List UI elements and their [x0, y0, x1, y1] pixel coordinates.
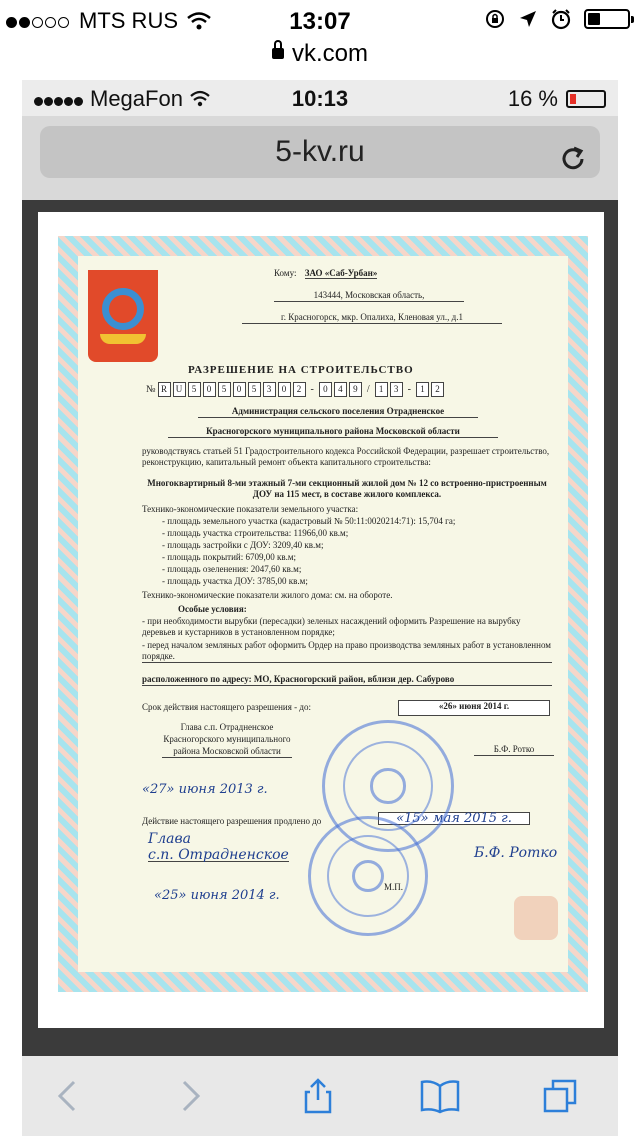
number-char: 9 — [349, 382, 362, 397]
head-name: Б.Ф. Ротко — [474, 744, 554, 756]
inner-battery-icon — [566, 90, 606, 108]
land-item: - площадь покрытий: 6709,00 кв.м; — [162, 552, 297, 562]
inner-battery-percent: 16 % — [507, 86, 558, 111]
orientation-lock-icon — [484, 8, 506, 30]
outer-clock: 13:07 — [289, 8, 351, 35]
extension-date: «25» июня 2014 г. — [154, 888, 280, 903]
tabs-icon — [542, 1078, 578, 1114]
outer-status-icons — [484, 8, 630, 30]
number-char: 3 — [390, 382, 403, 397]
inner-address-bar — [40, 126, 600, 178]
forward-icon — [172, 1078, 208, 1114]
head-title-2: Красногорского муниципального — [163, 734, 291, 744]
certificate-title: РАЗРЕШЕНИЕ НА СТРОИТЕЛЬСТВО — [188, 364, 414, 376]
alarm-clock-icon — [550, 8, 572, 30]
inner-clock: 10:13 — [291, 86, 349, 111]
condition-2: - перед началом земляных работ оформить Ордер на право производства земляных работ в установленном порядке. — [142, 640, 551, 661]
number-separator: - — [407, 384, 412, 395]
land-item: - площадь земельного участка (кадастровый № 50:11:0020214:71): 15,704 га; — [162, 516, 456, 526]
authority-line-2: Красногорского муниципального района Московской области — [168, 426, 498, 438]
number-char: 0 — [278, 382, 291, 397]
special-conditions-header: Особые условия: — [178, 604, 247, 614]
authority-line-1: Администрация сельского поселения Отрадненское — [198, 406, 478, 418]
address-line-1: 143444, Московская область, — [274, 290, 464, 302]
land-item: - площадь участка строительства: 11966,00 кв.м; — [162, 528, 349, 538]
photo-image — [22, 80, 618, 1136]
seal-place-label: М.П. — [384, 882, 404, 892]
inner-url: 5-kv.ru — [275, 135, 365, 168]
share-icon — [300, 1078, 336, 1114]
official-seal-icon — [308, 816, 428, 936]
number-char: 5 — [248, 382, 261, 397]
handwritten-title-2: с.п. Отрадненское — [148, 847, 289, 863]
inner-battery-group — [508, 86, 606, 112]
location-line: расположенного по адресу: МО, Красногорский район, вблизи дер. Сабурово — [142, 674, 552, 686]
back-icon — [50, 1078, 86, 1114]
number-prefix: № — [146, 384, 156, 395]
issue-date: «27» июня 2013 г. — [142, 782, 268, 797]
number-separator: - — [310, 384, 314, 395]
address-line-2: г. Красногорск, мкр. Опалиха, Кленовая ул., д.1 — [242, 312, 502, 324]
number-char: 0 — [319, 382, 332, 397]
handwritten-title-1: Глава — [148, 831, 192, 847]
number-char: 0 — [233, 382, 246, 397]
extended-value: «15» мая 2015 г. — [378, 812, 530, 825]
outer-carrier: MTS RUS — [79, 8, 178, 33]
head-title-3: района Московской области — [162, 746, 292, 758]
number-char: U — [173, 382, 186, 397]
number-char: 2 — [293, 382, 306, 397]
validity-value: «26» июня 2014 г. — [398, 700, 550, 716]
to-label: Кому: — [274, 268, 297, 278]
number-char: 0 — [203, 382, 216, 397]
object-description: Многоквартирный 8-ми этажный 7-ми секционный жилой дом № 12 со встроенно-пристроенным ДОУ на 115 мест, в составе жилого комплекса. — [147, 478, 547, 499]
outer-status-bar — [0, 0, 640, 40]
bookmarks-icon — [418, 1078, 462, 1114]
outer-url: vk.com — [291, 40, 368, 67]
hologram-sticker-icon — [514, 896, 558, 940]
inner-status-bar — [22, 80, 618, 116]
number-char: 5 — [218, 382, 231, 397]
outer-address-bar[interactable] — [0, 40, 640, 78]
land-header: Технико-экономические показатели земельного участка: — [142, 504, 359, 514]
building-permit-certificate — [78, 256, 568, 972]
lock-icon — [272, 48, 284, 59]
number-char: 2 — [431, 382, 444, 397]
land-item: - площадь участка ДОУ: 3785,00 кв.м; — [162, 576, 308, 586]
inner-bottom-toolbar — [22, 1056, 618, 1136]
lead-paragraph: руководствуясь статьей 51 Градостроительного кодекса Российской Федерации, разрешает строительство, реконструкцию, капитальный ремонт объекта капитального строительства: — [142, 446, 550, 467]
number-separator: / — [366, 384, 370, 395]
document-page — [38, 212, 604, 1028]
land-item: - площадь застройки с ДОУ: 3209,40 кв.м; — [162, 540, 324, 550]
to-value: ЗАО «Саб-Урбан» — [304, 268, 378, 278]
inner-browser-toolbar — [22, 116, 618, 200]
number-char: 3 — [263, 382, 276, 397]
number-char: 4 — [334, 382, 347, 397]
number-char: 5 — [188, 382, 201, 397]
battery-icon — [584, 9, 630, 29]
reload-icon — [558, 144, 588, 174]
number-char: 1 — [375, 382, 388, 397]
inner-carrier: MegaFon — [90, 86, 183, 111]
number-char: 1 — [416, 382, 429, 397]
location-arrow-icon — [518, 9, 538, 29]
coat-of-arms-icon — [88, 270, 158, 362]
permit-number — [146, 382, 444, 397]
land-item: - площадь озеленения: 2047,60 кв.м; — [162, 564, 302, 574]
handwritten-name: Б.Ф. Ротко — [474, 845, 558, 861]
head-title-1: Глава с.п. Отрадненское — [180, 722, 274, 732]
validity-label: Срок действия настоящего разрешения - до: — [142, 702, 311, 712]
number-char: R — [158, 382, 171, 397]
condition-1: - при необходимости вырубки (пересадки) зеленых насаждений оформить Разрешение на вырубку деревьев и кустарников в установленном порядке; — [142, 616, 521, 637]
building-header: Технико-экономические показатели жилого дома: см. на обороте. — [142, 590, 393, 600]
extended-label: Действие настоящего разрешения продлено до — [142, 816, 322, 826]
